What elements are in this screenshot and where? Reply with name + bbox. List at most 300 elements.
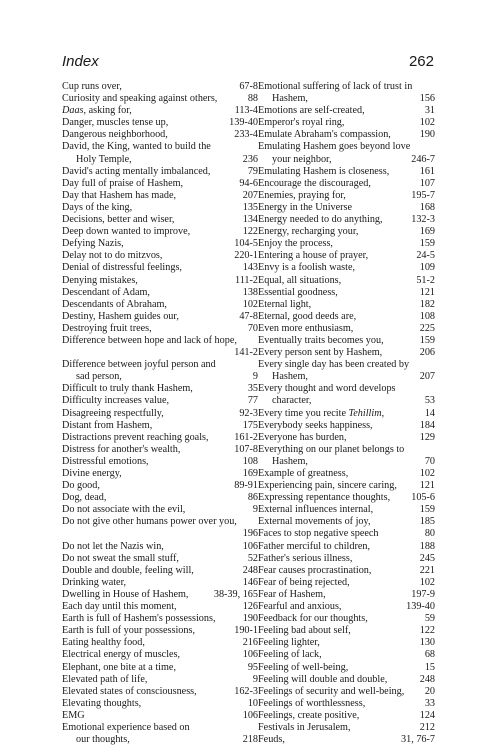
entry-text: Do not give other humans power over you, xyxy=(62,516,237,528)
entry-line xyxy=(258,420,435,432)
entry-pages: 216 xyxy=(242,637,258,649)
entry-pages: 47-8 xyxy=(239,310,258,322)
index-entry xyxy=(62,129,258,141)
entry-pages: 248 xyxy=(242,564,258,576)
entry-pages: 124 xyxy=(419,709,435,721)
entry-text: Double and double, feeling will, xyxy=(62,564,194,576)
index-entry xyxy=(62,190,258,202)
entry-line xyxy=(258,432,435,444)
entry-text: Decisions, better and wiser, xyxy=(62,214,175,226)
entry-line xyxy=(62,275,258,287)
entry-text: Everybody seeks happiness, xyxy=(258,419,373,431)
entry-continuation: Holy Temple, xyxy=(76,153,132,165)
entry-line xyxy=(258,589,435,601)
index-entry xyxy=(62,141,258,165)
entry-pages: 121 xyxy=(419,286,435,298)
entry-line xyxy=(62,444,258,456)
index-entry xyxy=(258,323,435,335)
entry-pages: 92-3 xyxy=(239,407,258,419)
index-entry xyxy=(258,444,435,468)
entry-text: Feeling lighter, xyxy=(258,637,320,649)
entry-text: Difference between hope and lack of hope, xyxy=(62,334,237,346)
entry-line xyxy=(62,468,258,480)
entry-line xyxy=(62,129,258,141)
index-column-left xyxy=(62,81,258,746)
entry-continuation-line xyxy=(258,93,435,105)
entry-text: Distant from Hashem, xyxy=(62,419,153,431)
index-entry xyxy=(258,275,435,287)
entry-line xyxy=(62,250,258,262)
index-entry xyxy=(258,468,435,480)
entry-continuation: Hashem, xyxy=(272,93,308,105)
entry-pages: 77 xyxy=(247,395,258,407)
entry-text: Enemies, praying for, xyxy=(258,189,346,201)
entry-line xyxy=(258,299,435,311)
entry-text: Feeling of lack, xyxy=(258,649,322,661)
entry-line xyxy=(258,698,435,710)
entry-line xyxy=(62,480,258,492)
entry-text: Fear causes procrastination, xyxy=(258,564,372,576)
index-entry xyxy=(258,299,435,311)
entry-line xyxy=(62,504,258,516)
entry-pages: 105-6 xyxy=(411,492,435,504)
entry-pages: 185 xyxy=(419,516,435,528)
index-entry xyxy=(258,129,435,141)
entry-pages: 233-4 xyxy=(234,129,258,141)
index-entry xyxy=(62,359,258,383)
entry-text: Father's serious illness, xyxy=(258,552,353,564)
entry-text: External movements of joy, xyxy=(258,516,371,528)
index-entry xyxy=(62,287,258,299)
index-entry xyxy=(258,166,435,178)
entry-pages: 190 xyxy=(419,129,435,141)
entry-line xyxy=(62,432,258,444)
entry-text: Earth is full of your possessions, xyxy=(62,625,195,637)
index-entry xyxy=(62,420,258,432)
entry-pages: 221 xyxy=(419,564,435,576)
index-entry xyxy=(258,710,435,722)
index-entry xyxy=(258,226,435,238)
entry-line xyxy=(62,662,258,674)
index-entry xyxy=(258,734,435,746)
entry-line xyxy=(258,674,435,686)
entry-pages: 245 xyxy=(419,552,435,564)
entry-line xyxy=(62,383,258,395)
index-entry xyxy=(258,250,435,262)
entry-pages: 108 xyxy=(242,455,258,467)
entry-continuation: Hashem, xyxy=(272,371,308,383)
index-entry xyxy=(62,311,258,323)
entry-line xyxy=(62,226,258,238)
index-entry xyxy=(258,686,435,698)
entry-pages: 35 xyxy=(247,383,258,395)
entry-text: Divine energy, xyxy=(62,468,122,479)
entry-pages: 70 xyxy=(424,455,435,467)
index-entry xyxy=(62,178,258,190)
entry-text: Envy is a foolish waste, xyxy=(258,262,356,274)
entry-line xyxy=(62,589,258,601)
entry-pages: 159 xyxy=(419,238,435,250)
entry-pages: 197-9 xyxy=(411,588,435,600)
entry-line xyxy=(258,262,435,274)
entry-text: Drinking water, xyxy=(62,576,127,588)
entry-pages: 188 xyxy=(419,540,435,552)
entry-text: Dangerous neighborhood, xyxy=(62,129,168,141)
entry-text: Feelings, create positive, xyxy=(258,709,360,721)
entry-text: Emotional experience based on xyxy=(62,721,190,733)
entry-pages: 95 xyxy=(247,661,258,673)
entry-line xyxy=(258,637,435,649)
index-entry xyxy=(62,686,258,698)
entry-line xyxy=(258,287,435,299)
index-entry xyxy=(258,420,435,432)
index-entry xyxy=(62,262,258,274)
entry-continuation-line xyxy=(258,154,435,166)
index-entry xyxy=(258,625,435,637)
entry-line xyxy=(258,516,435,528)
entry-pages: 236 xyxy=(242,153,258,165)
entry-pages: 130 xyxy=(419,637,435,649)
index-entry xyxy=(258,662,435,674)
entry-text: Difference between joyful person and xyxy=(62,359,216,371)
entry-pages: 106 xyxy=(242,709,258,721)
entry-line xyxy=(258,662,435,674)
index-entry xyxy=(258,178,435,190)
entry-continuation: your neighbor, xyxy=(272,153,332,165)
entry-pages: 126 xyxy=(242,601,258,613)
index-entry xyxy=(258,722,435,734)
entry-pages: 161-2 xyxy=(234,431,258,443)
entry-text: Do not associate with the evil, xyxy=(62,504,186,516)
entry-text: Energy needed to do anything, xyxy=(258,214,383,226)
entry-pages: 94-6 xyxy=(239,177,258,189)
index-entry xyxy=(258,238,435,250)
entry-pages: 107 xyxy=(419,177,435,189)
index-entry xyxy=(62,698,258,710)
entry-text: Encourage the discouraged, xyxy=(258,177,371,189)
entry-text: Enjoy the process, xyxy=(258,238,333,250)
entry-line xyxy=(258,528,435,540)
entry-pages: 67-8 xyxy=(239,81,258,92)
index-entry xyxy=(258,637,435,649)
index-entry xyxy=(258,432,435,444)
entry-line xyxy=(62,674,258,686)
entry-text: Do not let the Nazis win, xyxy=(62,540,164,552)
index-entry xyxy=(258,504,435,516)
index-entry xyxy=(258,613,435,625)
entry-line xyxy=(62,81,258,93)
index-entry xyxy=(258,528,435,540)
entry-text: Distractions prevent reaching goals, xyxy=(62,431,209,443)
entry-text: Entering a house of prayer, xyxy=(258,250,369,262)
entry-pages: 175 xyxy=(242,419,258,431)
entry-line xyxy=(258,408,435,420)
entry-text: Fear of being rejected, xyxy=(258,576,350,588)
entry-pages: 156 xyxy=(419,93,435,105)
entry-pages: 196 xyxy=(242,528,258,540)
entry-text: Do not sweat the small stuff, xyxy=(62,552,179,564)
entry-line xyxy=(62,202,258,214)
entry-text: Deep down wanted to improve, xyxy=(62,226,191,238)
entry-pages: 53 xyxy=(424,395,435,407)
entry-text: Defying Nazis, xyxy=(62,238,124,250)
index-entry xyxy=(258,359,435,383)
entry-pages: 132-3 xyxy=(411,214,435,226)
entry-pages: 9 xyxy=(252,504,258,516)
entry-pages: 31 xyxy=(424,105,435,117)
entry-text: Every single day has been created by xyxy=(258,359,410,371)
entry-text: Experiencing pain, sincere caring, xyxy=(258,480,397,492)
entry-line xyxy=(258,613,435,625)
entry-text: Every thought and word develops xyxy=(258,383,396,395)
entry-text: Elevated path of life, xyxy=(62,673,148,685)
entry-text: Cup runs over, xyxy=(62,81,122,92)
entry-text: Day that Hashem has made, xyxy=(62,189,177,201)
index-entry xyxy=(62,516,258,540)
entry-pages: 102 xyxy=(242,298,258,310)
entry-line xyxy=(62,408,258,420)
entry-text: Distressful emotions, xyxy=(62,455,149,467)
entry-line xyxy=(62,577,258,589)
index-entry xyxy=(258,287,435,299)
entry-text: Dwelling in House of Hashem, xyxy=(62,588,189,600)
page-number: 262 xyxy=(408,53,434,70)
index-entry xyxy=(258,565,435,577)
entry-text: Destroying fruit trees, xyxy=(62,322,152,334)
index-entry xyxy=(258,674,435,686)
index-entry xyxy=(62,589,258,601)
entry-text: Faces to stop negative speech xyxy=(258,528,379,540)
entry-line xyxy=(258,734,435,746)
entry-pages: 102 xyxy=(419,468,435,479)
index-entry xyxy=(62,117,258,129)
entry-line xyxy=(258,468,435,480)
entry-text: Elephant, one bite at a time, xyxy=(62,661,177,673)
entry-pages: 159 xyxy=(419,334,435,346)
entry-line xyxy=(258,311,435,323)
entry-line xyxy=(258,202,435,214)
entry-line xyxy=(62,190,258,202)
entry-line xyxy=(258,190,435,202)
entry-text: Danger, muscles tense up, xyxy=(62,117,169,129)
entry-line xyxy=(62,420,258,432)
index-entry xyxy=(258,117,435,129)
index-entry xyxy=(62,432,258,444)
index-entry xyxy=(62,93,258,105)
entry-pages: 206 xyxy=(419,347,435,359)
entry-pages: 79 xyxy=(247,165,258,177)
entry-text: Fearful and anxious, xyxy=(258,601,342,613)
entry-pages: 122 xyxy=(419,625,435,637)
index-entry xyxy=(62,577,258,589)
index-entry xyxy=(258,516,435,528)
index-entry xyxy=(62,492,258,504)
entry-text: Curiosity and speaking against others, xyxy=(62,93,218,105)
entry-line xyxy=(258,250,435,262)
entry-line xyxy=(258,492,435,504)
entry-text: Emulating Hashem goes beyond love xyxy=(258,141,411,153)
index-entry xyxy=(258,105,435,117)
index-entry xyxy=(62,468,258,480)
entry-line xyxy=(62,492,258,504)
index-entry xyxy=(258,141,435,165)
entry-text: Feeling of well-being, xyxy=(258,661,349,673)
index-entry xyxy=(258,214,435,226)
entry-text: Every person sent by Hashem, xyxy=(258,347,383,359)
entry-line xyxy=(258,541,435,553)
entry-text: David, the King, wanted to build the xyxy=(62,141,211,153)
entry-text: Festivals in Jerusalem, xyxy=(258,721,351,733)
entry-line xyxy=(62,601,258,613)
index-entry xyxy=(62,710,258,722)
entry-text: Equal, all situations, xyxy=(258,274,342,286)
entry-pages: 106 xyxy=(242,649,258,661)
entry-line xyxy=(62,178,258,190)
entry-continuation: sad person, xyxy=(76,371,122,383)
entry-pages: 14 xyxy=(424,407,435,419)
entry-pages: 80 xyxy=(424,528,435,540)
index-entry xyxy=(258,347,435,359)
index-entry xyxy=(258,190,435,202)
index-entry xyxy=(62,504,258,516)
entry-line xyxy=(62,565,258,577)
entry-text: EMG xyxy=(62,709,85,721)
index-entry xyxy=(62,299,258,311)
entry-text: Father merciful to children, xyxy=(258,540,371,552)
entry-line xyxy=(62,262,258,274)
entry-line xyxy=(258,166,435,178)
entry-continuation: our thoughts, xyxy=(76,734,130,746)
entry-text: Disagreeing respectfully, xyxy=(62,407,164,419)
entry-pages: 141-2 xyxy=(234,347,258,359)
entry-pages: 104-5 xyxy=(234,238,258,250)
index-entry xyxy=(62,250,258,262)
index-entry xyxy=(62,480,258,492)
entry-text: Difficult to truly thank Hashem, xyxy=(62,383,193,395)
entry-pages: 139-40 xyxy=(229,117,258,129)
entry-pages: 24-5 xyxy=(416,250,435,262)
index-entry xyxy=(258,553,435,565)
entry-text: Essential goodness, xyxy=(258,286,338,298)
entry-pages: 59 xyxy=(424,613,435,625)
entry-text: Dog, dead, xyxy=(62,492,107,504)
entry-text: Elevating thoughts, xyxy=(62,697,142,709)
entry-text: Everyone has burden, xyxy=(258,431,347,443)
entry-text: Fear of Hashem, xyxy=(258,588,326,600)
entry-text: Feelings of worthlessness, xyxy=(258,697,366,709)
entry-line xyxy=(62,395,258,407)
index-entry xyxy=(258,541,435,553)
entry-text: Even more enthusiasm, xyxy=(258,322,354,334)
entry-text: Eternal, good deeds are, xyxy=(258,310,357,322)
entry-pages: 161 xyxy=(419,165,435,177)
entry-text: Denial of distressful feelings, xyxy=(62,262,182,274)
entry-pages: 88 xyxy=(247,93,258,105)
entry-line xyxy=(258,335,435,347)
entry-line xyxy=(258,214,435,226)
entry-pages: 86 xyxy=(247,492,258,504)
entry-line xyxy=(258,686,435,698)
index-entry xyxy=(258,577,435,589)
index-entry xyxy=(62,601,258,613)
entry-line xyxy=(258,323,435,335)
entry-pages: 31, 76-7 xyxy=(401,734,435,746)
entry-pages: 139-40 xyxy=(406,601,435,613)
entry-continuation-line xyxy=(62,371,258,383)
entry-pages: 143 xyxy=(242,262,258,274)
entry-pages: 207 xyxy=(419,371,435,383)
entry-text: Emulating Hashem is closeness, xyxy=(258,165,390,177)
entry-line xyxy=(62,323,258,335)
index-entry xyxy=(62,383,258,395)
entry-pages: 135 xyxy=(242,201,258,213)
index-entry xyxy=(62,722,258,746)
entry-pages: 102 xyxy=(419,576,435,588)
entry-pages: 51-2 xyxy=(416,274,435,286)
index-entry xyxy=(62,553,258,565)
index-entry xyxy=(258,589,435,601)
page-header xyxy=(62,53,434,70)
entry-line xyxy=(62,166,258,178)
entry-pages: 89-91 xyxy=(234,480,258,492)
index-column-right xyxy=(258,81,435,746)
entry-text: Delay not to do mitzvos, xyxy=(62,250,163,262)
entry-text: Destiny, Hashem guides our, xyxy=(62,310,179,322)
entry-pages: 218 xyxy=(242,734,258,746)
entry-text: David's acting mentally imbalanced, xyxy=(62,165,211,177)
entry-text: Emotions are self-created, xyxy=(258,105,365,117)
entry-text: Emotional suffering of lack of trust in xyxy=(258,81,413,92)
entry-line xyxy=(62,456,258,468)
entry-line xyxy=(258,504,435,516)
entry-pages: 111-2 xyxy=(234,274,258,286)
index-entry xyxy=(62,408,258,420)
index-entry xyxy=(62,444,258,456)
entry-pages: 159 xyxy=(419,504,435,516)
entry-text: Elevated states of consciousness, xyxy=(62,685,197,697)
entry-pages: 195-7 xyxy=(411,189,435,201)
entry-line xyxy=(258,226,435,238)
entry-line xyxy=(62,613,258,625)
entry-pages: 9 xyxy=(252,673,258,685)
index-entry xyxy=(62,456,258,468)
entry-pages: 10 xyxy=(247,697,258,709)
entry-pages: 15 xyxy=(424,661,435,673)
entry-pages: 106 xyxy=(242,540,258,552)
index-entry xyxy=(258,649,435,661)
entry-text: Emulate Abraham's compassion, xyxy=(258,129,391,141)
index-entry xyxy=(62,275,258,287)
entry-text: Expressing repentance thoughts, xyxy=(258,492,391,504)
entry-line xyxy=(62,637,258,649)
entry-line xyxy=(62,238,258,250)
entry-line xyxy=(62,553,258,565)
entry-line xyxy=(62,299,258,311)
index-entry xyxy=(258,601,435,613)
index-entry xyxy=(62,323,258,335)
entry-text: Energy, recharging your, xyxy=(258,226,359,238)
entry-pages: 121 xyxy=(419,480,435,492)
index-entry xyxy=(258,492,435,504)
entry-text: Feelings of security and well-being, xyxy=(258,685,405,697)
entry-line xyxy=(62,710,258,722)
entry-pages: 109 xyxy=(419,262,435,274)
entry-continuation: character, xyxy=(272,395,312,407)
entry-line xyxy=(62,698,258,710)
entry-pages: 207 xyxy=(242,189,258,201)
index-entry xyxy=(258,81,435,105)
index-entry xyxy=(258,202,435,214)
